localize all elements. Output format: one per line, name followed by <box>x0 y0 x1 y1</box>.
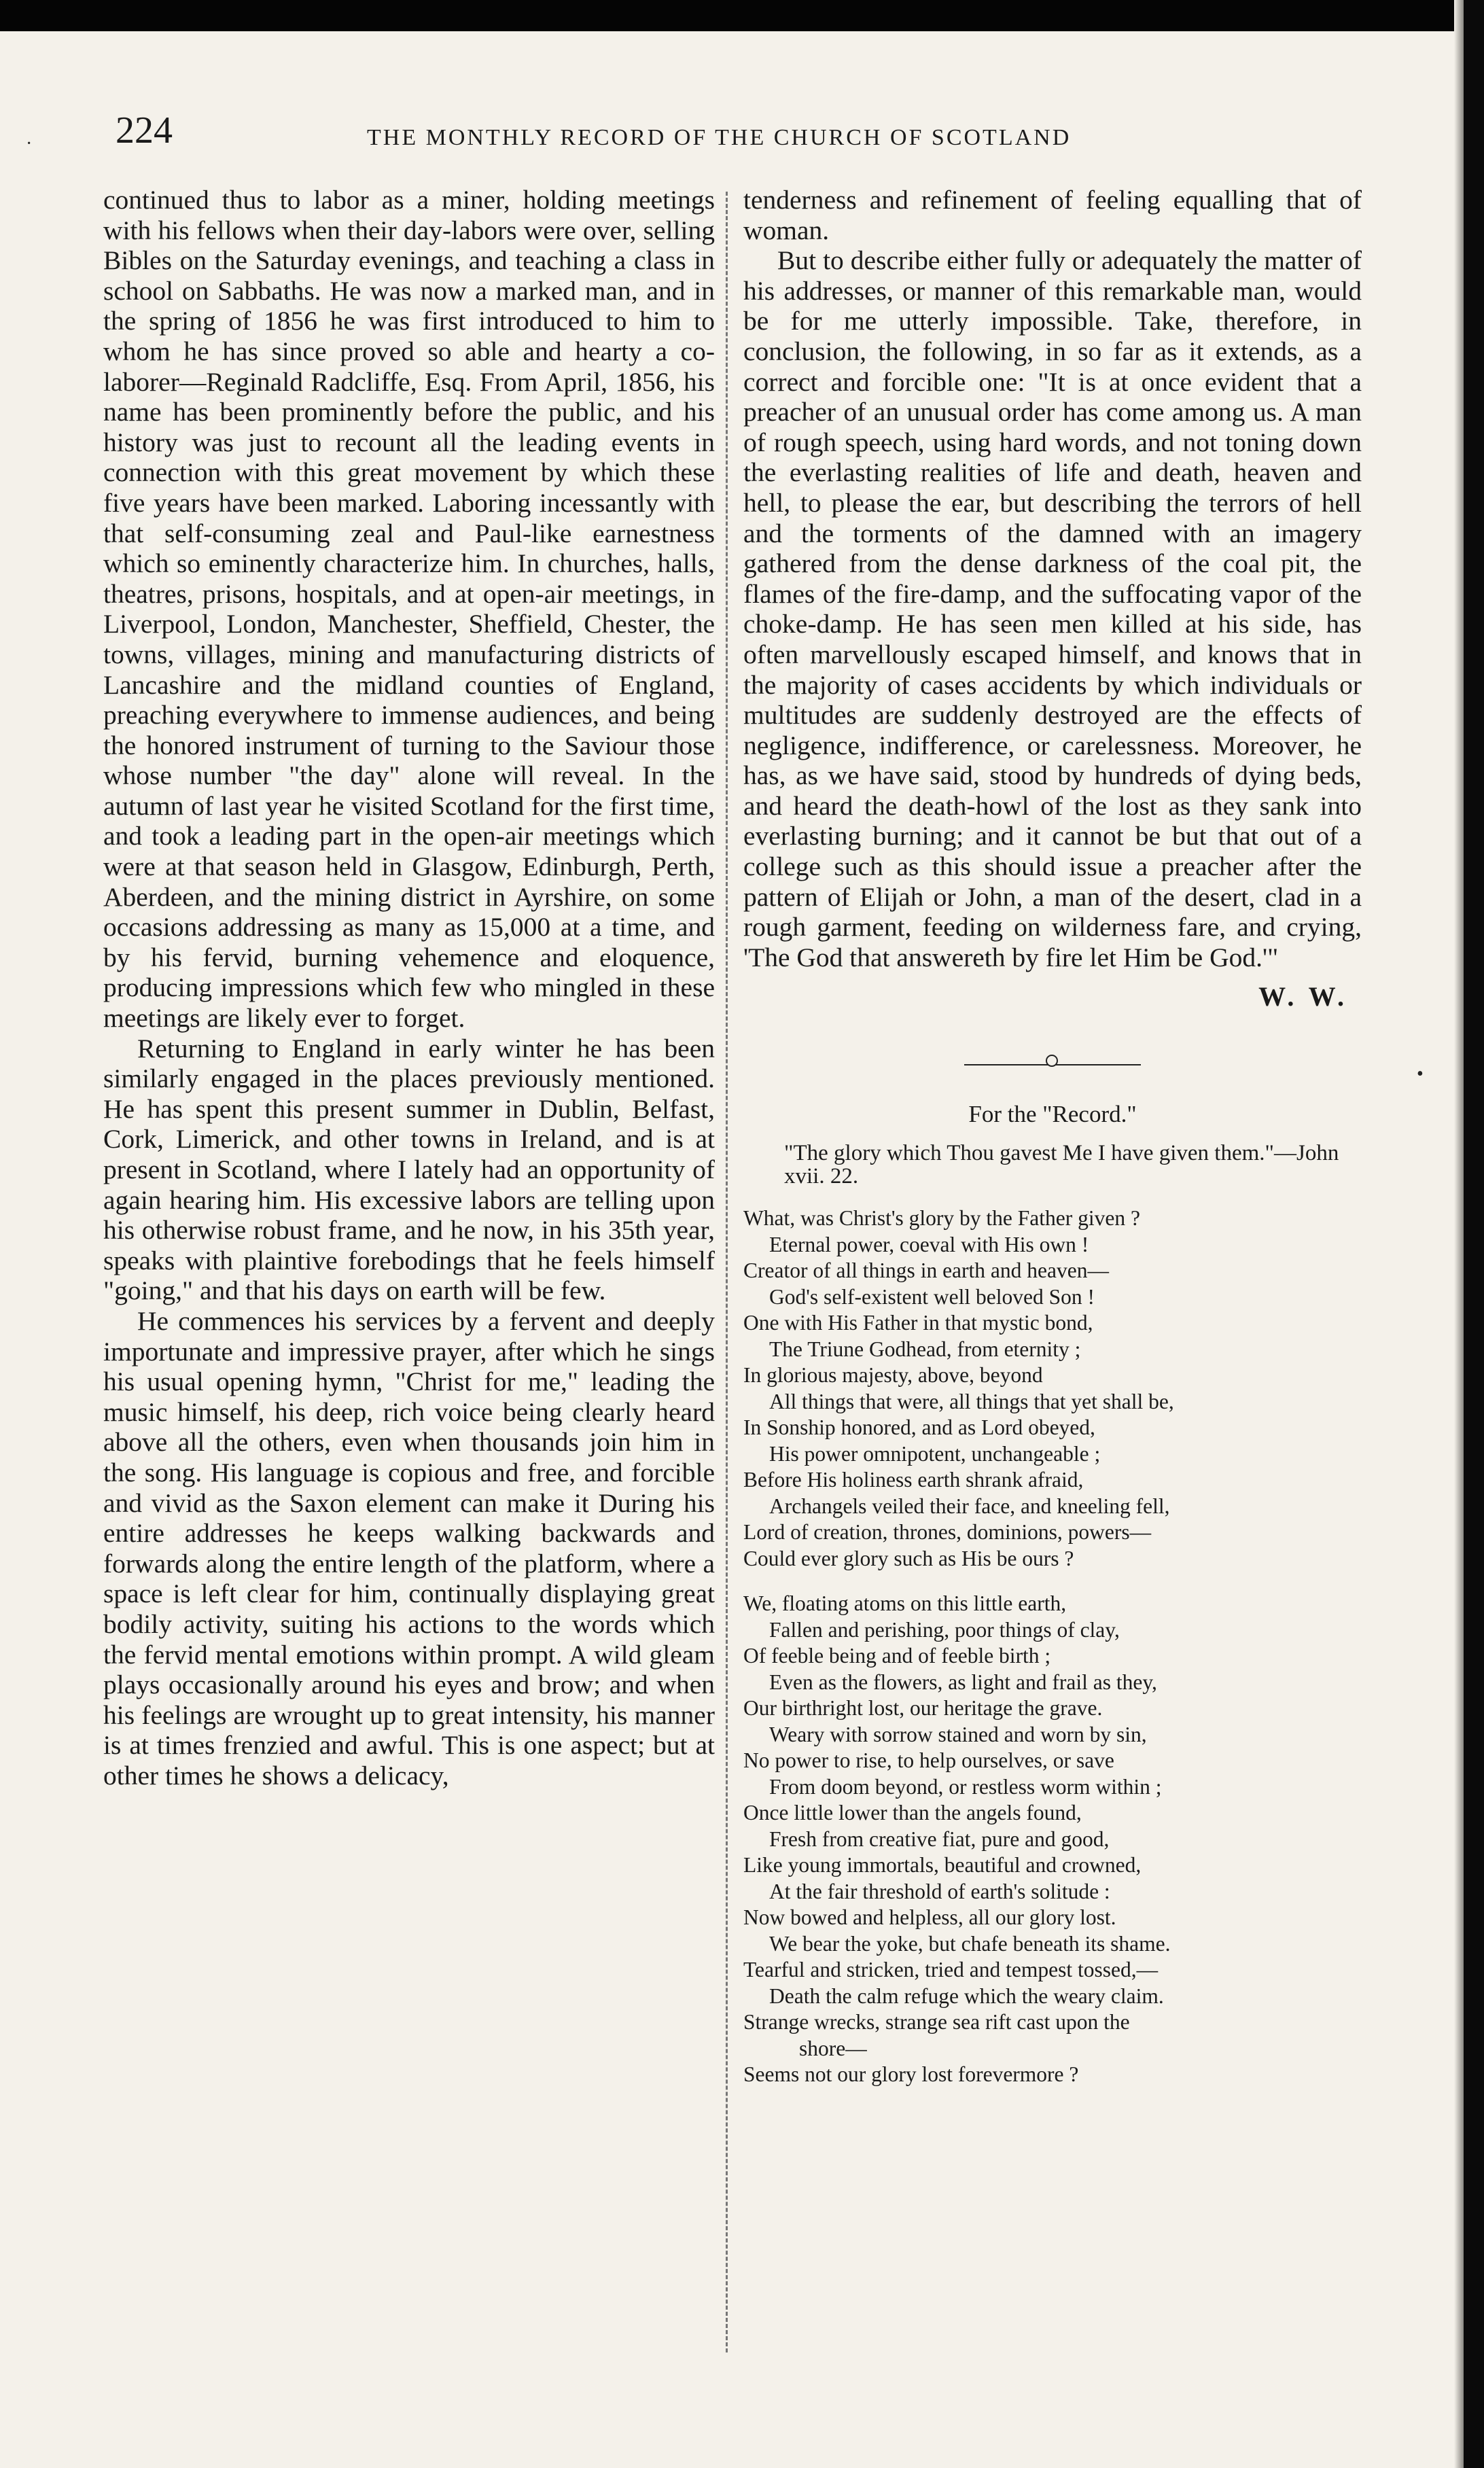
poem-line: Archangels veiled their face, and kneeling fell, <box>769 1494 1170 1518</box>
poem-line: Could ever glory such as His be ours ? <box>743 1546 1074 1570</box>
poem-line: Lord of creation, thrones, dominions, powers— <box>743 1520 1152 1545</box>
poem-line: Even as the flowers, as light and frail as they, <box>769 1670 1157 1694</box>
poem-line: Death the calm refuge which the weary claim. <box>769 1984 1164 2008</box>
left-column <box>103 185 715 2434</box>
article-paragraph: He commences his services by a fervent and deeply importunate and impressive prayer, after which he sings his usual opening hymn, "Christ for me," leading the music himself, his deep, rich voice being clearly heard above all the others, even when thousands join him in the song. His language is copious and free, and forcible and vivid as the Saxon element can make it During his entire addresses he keeps walking backwards and forwards along the entire length of the platform, where a space is left clear for him, continually displaying great bodily activity, suiting his actions to the words which the fervid mental emotions within prompt. A wild gleam plays occasionally around his eyes and brow; and when his feelings are wrought up to great intensity, his manner is at times frenzied and awful. This is one aspect; but at other times he shows a delicacy, <box>103 1305 715 1791</box>
poem-line: Now bowed and helpless, all our glory lost. <box>743 1905 1116 1930</box>
poem-line: In glorious majesty, above, beyond <box>743 1363 1043 1388</box>
column-divider-rule <box>726 192 730 2352</box>
poem-line: Strange wrecks, strange sea rift cast upon the <box>743 2010 1130 2034</box>
poem-line: Tearful and stricken, tried and tempest tossed,— <box>743 1958 1159 1982</box>
margin-speck: • <box>1417 1063 1424 1085</box>
poem-line: Like young immortals, beautiful and crowned, <box>743 1853 1142 1878</box>
scan-right-edge <box>1464 0 1484 2468</box>
scan-gutter-shade <box>1454 0 1464 2468</box>
right-column <box>743 185 1362 2434</box>
scan-top-shadow <box>0 0 1484 31</box>
poem-line: God's self-existent well beloved Son ! <box>769 1284 1095 1309</box>
poem-stanza <box>743 1591 1362 2088</box>
article-paragraph: tenderness and refinement of feeling equalling that of woman. <box>743 185 1362 245</box>
poem-line: shore— <box>799 2036 867 2060</box>
poem-line: What, was Christ's glory by the Father given ? <box>743 1206 1140 1231</box>
poem-line: Our birthright lost, our heritage the grave. <box>743 1696 1103 1721</box>
running-title: THE MONTHLY RECORD OF THE CHURCH OF SCOTLAND <box>367 125 1072 150</box>
poem-line: We, floating atoms on this little earth, <box>743 1591 1067 1616</box>
poem-line: The Triune Godhead, from eternity ; <box>769 1337 1081 1361</box>
poem-line: Fallen and perishing, poor things of clay, <box>769 1617 1120 1642</box>
page-number: 224 <box>116 109 173 152</box>
poem-line: Before His holiness earth shrank afraid, <box>743 1468 1084 1492</box>
poem-epigraph: "The glory which Thou gavest Me I have given them."—John xvii. 22. <box>784 1141 1339 1189</box>
poem-stanzas <box>743 1205 1362 2088</box>
article-paragraph: But to describe either fully or adequately the matter of his addresses, or manner of this remarkable man, would be for me utterly impossible. Take, therefore, in conclusion, the following, in so far as it extends, as a correct and forcible one: "It is at once evident that a preacher of an unusual order has come among us. A man of rough speech, using hard words, and not toning down the everlasting realities of life and death, heaven and hell, to please the ear, but describing the terrors of hell and the torments of the damned with an imagery gathered from the dense darkness of the coal pit, the flames of the fire-damp, and the suffocating vapor of the choke-damp. He has seen men killed at his side, has often marvellously escaped himself, and knows that in the majority of cases accidents by which individuals or multitudes are suddenly destroyed are the effects of negligence, indifference, or carelessness. Moreover, he has, as we have said, stood by hundreds of dying beds, and heard the death-howl of the lost as they sank into everlasting burning; and it cannot be but that out of a college such as this should issue a preacher after the pattern of Elijah or John, a man of the desert, clad in a rough garment, feeding on wilderness fare, and crying, 'The God that answereth by fire let Him be God.'" <box>743 245 1362 972</box>
author-signature: W. W. <box>1258 981 1348 1012</box>
poem-line: Once little lower than the angels found, <box>743 1801 1082 1825</box>
article-paragraph: Returning to England in early winter he has been similarly engaged in the places previously mentioned. He has spent this present summer in Dublin, Belfast, Cork, Limerick, and other towns in Ireland, and is at present in Scotland, where I lately had an opportunity of again hearing him. His excessive labors are telling upon his otherwise robust frame, and he now, in his 35th year, speaks with plaintive forebodings that he feels himself "going," and that his days on earth will be few. <box>103 1033 715 1306</box>
poem-line: From doom beyond, or restless worm within ; <box>769 1774 1162 1799</box>
poem-line: We bear the yoke, but chafe beneath its shame. <box>769 1931 1171 1956</box>
poem-line: No power to rise, to help ourselves, or save <box>743 1748 1114 1773</box>
poem-stanza <box>743 1205 1362 1572</box>
margin-speck: · <box>26 133 33 154</box>
poem-line: Eternal power, coeval with His own ! <box>769 1232 1089 1256</box>
poem-line: Of feeble being and of feeble birth ; <box>743 1644 1051 1668</box>
page-header <box>102 109 1155 170</box>
article-paragraph: continued thus to labor as a miner, holding meetings with his fellows when their day-labors were over, selling Bibles on the Saturday evenings, and teaching a class in school on Sabbaths. He was now a marked man, and in the spring of 1856 he was first introduced to him to whom he has since proved so able and hearty a co-laborer—Reginald Radcliffe, Esq. From April, 1856, his name has been prominently before the public, and his history was just to recount all the leading events in connection with this great movement by which these five years have been marked. Laboring incessantly with that self-consuming zeal and Paul-like earnestness which so eminently characterize him. In churches, halls, theatres, prisons, hospitals, and at open-air meetings, in Liverpool, London, Manchester, Sheffield, Chester, the towns, villages, mining and manufacturing districts of Lancashire and the midland counties of England, preaching everywhere to immense audiences, and being the honored instrument of turning to the Saviour those whose number "the day" alone will reveal. In the autumn of last year he visited Scotland for the first time, and took a leading part in the open-air meetings which were at that season held in Glasgow, Edinburgh, Perth, Aberdeen, and the mining district in Ayrshire, on some occasions addressing as many as 15,000 at a time, and by his fervid, burning vehemence and eloquence, producing impressions which few who mingled in these meetings are likely ever to forget. <box>103 185 715 1034</box>
poem-line: At the fair threshold of earth's solitude : <box>769 1879 1110 1903</box>
poem-line: In Sonship honored, and as Lord obeyed, <box>743 1415 1095 1440</box>
poem-line: Seems not our glory lost forevermore ? <box>743 2062 1079 2087</box>
poem-line: One with His Father in that mystic bond, <box>743 1311 1093 1335</box>
poem-heading: For the "Record." <box>968 1101 1137 1128</box>
poem-line: His power omnipotent, unchangeable ; <box>769 1441 1101 1466</box>
poem-line: All things that were, all things that yet shall be, <box>769 1389 1174 1413</box>
poem-line: Weary with sorrow stained and worn by sin, <box>769 1722 1147 1746</box>
poem <box>743 1101 1362 2088</box>
section-divider <box>743 1012 1362 1101</box>
poem-line: Fresh from creative fiat, pure and good, <box>769 1827 1110 1851</box>
poem-line: Creator of all things in earth and heaven— <box>743 1258 1109 1283</box>
